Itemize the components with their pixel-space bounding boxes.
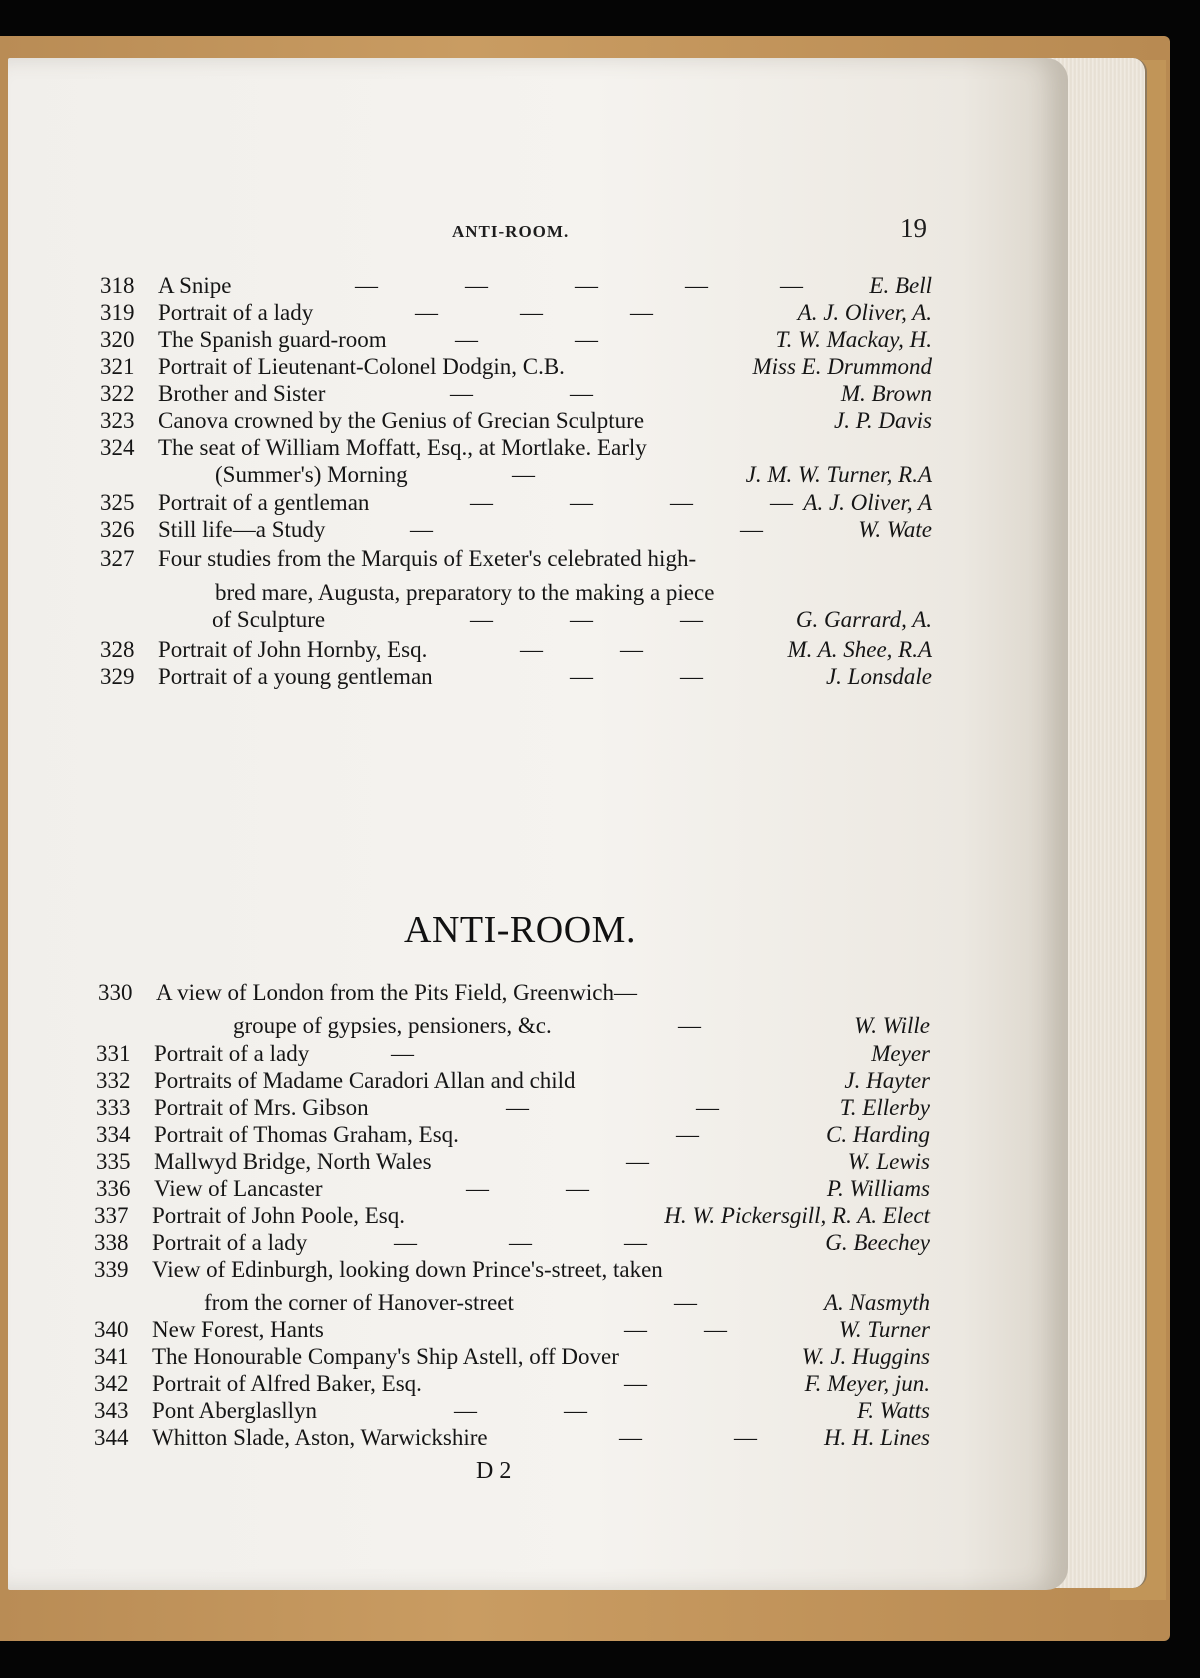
entry-artist: J. P. Davis <box>834 408 932 433</box>
entry-title: Portrait of John Hornby, Esq. <box>158 637 428 662</box>
entry-artist: J. Lonsdale <box>825 664 932 689</box>
dash: — <box>570 381 595 406</box>
catalogue-entry <box>94 1202 930 1229</box>
entry-number: 333 <box>96 1095 131 1120</box>
dash: — <box>466 1176 491 1201</box>
entry-title: Portrait of a lady <box>154 1041 310 1066</box>
dash: — <box>685 273 710 298</box>
entry-number: 344 <box>94 1425 129 1450</box>
entry-title: The Spanish guard-room <box>158 327 387 352</box>
dash: — <box>391 1041 416 1066</box>
catalogue-entry <box>96 1175 930 1202</box>
entry-artist: J. M. W. Turner, R.A <box>745 462 932 487</box>
entry-title: Portraits of Madame Caradori Allan and child <box>154 1068 576 1093</box>
entry-number: 321 <box>100 354 135 379</box>
entry-title: View of Edinburgh, looking down Prince's-street, taken <box>152 1257 663 1282</box>
dash: — <box>704 1317 729 1342</box>
dash: — <box>564 1398 589 1423</box>
entry-title-continuation: of Sculpture <box>212 607 326 632</box>
entry-number: 338 <box>94 1230 129 1255</box>
dash: — <box>506 1095 531 1120</box>
entry-number: 325 <box>100 490 135 515</box>
catalogue-entry <box>96 1040 930 1067</box>
dash: — <box>624 1371 649 1396</box>
dash: — <box>570 490 595 515</box>
dash: — <box>566 1176 591 1201</box>
dash: — <box>570 664 595 689</box>
page-number: 19 <box>900 213 927 243</box>
entry-artist: H. H. Lines <box>823 1425 930 1450</box>
entry-number: 335 <box>96 1149 131 1174</box>
entry-title: Four studies from the Marquis of Exeter's celebrated high- <box>158 546 697 571</box>
dash: — <box>454 1398 479 1423</box>
entry-number: 331 <box>96 1041 131 1066</box>
dash: — <box>630 300 655 325</box>
entry-title: Canova crowned by the Genius of Grecian Sculpture <box>158 408 645 433</box>
catalogue-entry <box>100 636 932 663</box>
entry-title: Still life—a Study <box>158 517 326 542</box>
entry-title: The seat of William Moffatt, Esq., at Mortlake. Early <box>158 435 647 460</box>
dash: — <box>450 381 475 406</box>
entry-number: 332 <box>96 1068 131 1093</box>
dash: — <box>520 637 545 662</box>
entry-artist: P. Williams <box>826 1176 930 1201</box>
entry-number: 319 <box>100 300 135 325</box>
entry-title-continuation: (Summer's) Morning <box>215 462 408 487</box>
entry-artist: M. A. Shee, R.A <box>787 637 932 662</box>
entry-artist: Meyer <box>871 1041 930 1066</box>
entry-title: Portrait of John Poole, Esq. <box>152 1203 405 1228</box>
entry-number: 318 <box>100 273 135 298</box>
catalogue-entry <box>96 1067 930 1094</box>
entry-artist: A. J. Oliver, A <box>803 490 932 515</box>
entry-artist: E. Bell <box>869 273 932 298</box>
entry-number: 323 <box>100 408 135 433</box>
entry-title: Portrait of Lieutenant-Colonel Dodgin, C.B. <box>158 354 565 379</box>
catalogue-entry <box>94 1424 930 1451</box>
entry-title: Whitton Slade, Aston, Warwickshire <box>152 1425 488 1450</box>
entry-number: 337 <box>94 1203 129 1228</box>
dash: — <box>520 300 545 325</box>
entry-number: 342 <box>94 1371 129 1396</box>
entry-number: 341 <box>94 1344 129 1369</box>
entry-title-continuation: groupe of gypsies, pensioners, &c. <box>233 1013 552 1038</box>
running-head: ANTI-ROOM. <box>452 222 570 241</box>
entry-title: Portrait of a lady <box>158 300 314 325</box>
dash: — <box>626 1149 651 1174</box>
entry-artist: M. Brown <box>840 381 932 406</box>
entry-title: Brother and Sister <box>158 381 326 406</box>
entry-title: View of Lancaster <box>154 1176 323 1201</box>
entry-artist: F. Meyer, jun. <box>804 1371 930 1396</box>
catalogue-entry <box>96 1148 930 1175</box>
catalogue-entry <box>100 663 932 690</box>
entry-number: 339 <box>94 1257 129 1282</box>
entry-artist: A. Nasmyth <box>823 1290 930 1315</box>
signature-mark: D 2 <box>476 1458 512 1484</box>
catalogue-entry <box>96 1121 930 1148</box>
entry-title: Portrait of Alfred Baker, Esq. <box>152 1371 422 1396</box>
dash: — <box>415 300 440 325</box>
entry-artist: W. Turner <box>838 1317 930 1342</box>
catalogue-entry <box>100 380 932 407</box>
catalogue-entry-continuation <box>100 579 932 606</box>
dash: — <box>570 607 595 632</box>
entry-number: 320 <box>100 327 135 352</box>
dash: — <box>780 273 805 298</box>
dash: — <box>470 607 495 632</box>
entry-number: 324 <box>100 435 135 460</box>
entry-title: Mallwyd Bridge, North Wales <box>154 1149 432 1174</box>
entry-title: A Snipe <box>158 273 232 298</box>
catalogue-entry <box>94 1370 930 1397</box>
catalogue-entry <box>94 1256 930 1283</box>
entry-number: 343 <box>94 1398 129 1423</box>
entry-artist: A. J. Oliver, A. <box>797 300 932 325</box>
catalogue-entry <box>94 1343 930 1370</box>
dash: — <box>674 1290 699 1315</box>
entry-title: Portrait of Thomas Graham, Esq. <box>154 1122 459 1147</box>
catalogue-entry <box>100 434 932 461</box>
entry-title: The Honourable Company's Ship Astell, off Dover <box>152 1344 619 1369</box>
catalogue-entry <box>98 979 930 1006</box>
dash: — <box>734 1425 759 1450</box>
dash: — <box>620 637 645 662</box>
dash: — <box>355 273 380 298</box>
dash: — <box>465 273 490 298</box>
catalogue-entry <box>100 272 932 299</box>
catalogue-entry <box>100 299 932 326</box>
entry-artist: T. W. Mackay, H. <box>775 327 932 352</box>
section-heading: ANTI-ROOM. <box>404 909 636 951</box>
entry-title-continuation: bred mare, Augusta, preparatory to the making a piece <box>215 580 715 605</box>
dash: — <box>624 1317 649 1342</box>
entry-artist: T. Ellerby <box>839 1095 930 1120</box>
entry-artist: W. Wille <box>854 1013 930 1038</box>
catalogue-entry <box>94 1229 930 1256</box>
dash: — <box>624 1230 649 1255</box>
entry-title: Portrait of Mrs. Gibson <box>154 1095 369 1120</box>
dash: — <box>680 664 705 689</box>
dash: — <box>770 490 795 515</box>
catalogue-entry <box>100 407 932 434</box>
dash: — <box>575 273 600 298</box>
entry-title: Pont Aberglasllyn <box>152 1398 318 1423</box>
entry-artist: H. W. Pickersgill, R. A. Elect <box>664 1203 930 1228</box>
dash: — <box>740 517 765 542</box>
catalogue-entry <box>100 326 932 353</box>
dash: — <box>394 1230 419 1255</box>
entry-number: 334 <box>96 1122 131 1147</box>
catalogue-entry <box>100 489 932 516</box>
catalogue-entry-continuation <box>100 606 932 633</box>
dash: — <box>509 1230 534 1255</box>
entry-artist: W. J. Huggins <box>801 1344 930 1369</box>
entry-title: Portrait of a young gentleman <box>158 664 433 689</box>
catalogue-entry-continuation <box>98 1012 930 1039</box>
entry-artist: G. Beechey <box>825 1230 930 1255</box>
entry-number: 328 <box>100 637 135 662</box>
entry-artist: C. Harding <box>826 1122 930 1147</box>
entry-artist: Miss E. Drummond <box>752 354 932 379</box>
entry-title: A view of London from the Pits Field, Greenwich— <box>156 980 638 1005</box>
entry-artist: W. Wate <box>858 517 932 542</box>
dash: — <box>455 327 480 352</box>
catalogue-entry <box>100 353 932 380</box>
dash: — <box>678 1013 703 1038</box>
dash: — <box>410 517 435 542</box>
entry-number: 340 <box>94 1317 129 1342</box>
entry-title: New Forest, Hants <box>152 1317 324 1342</box>
entry-artist: G. Garrard, A. <box>795 607 932 632</box>
entry-artist: J. Hayter <box>844 1068 930 1093</box>
dash: — <box>676 1122 701 1147</box>
dash: — <box>670 490 695 515</box>
catalogue-entry <box>94 1397 930 1424</box>
entry-title: Portrait of a gentleman <box>158 490 370 515</box>
catalogue-entry <box>96 1094 930 1121</box>
dash: — <box>680 607 705 632</box>
dash: — <box>470 490 495 515</box>
entry-artist: F. Watts <box>857 1398 930 1423</box>
entry-number: 330 <box>98 980 133 1005</box>
entry-number: 327 <box>100 546 135 571</box>
dash: — <box>696 1095 721 1120</box>
dash: — <box>575 327 600 352</box>
dash: — <box>512 462 537 487</box>
entry-artist: W. Lewis <box>847 1149 930 1174</box>
entry-title: Portrait of a lady <box>152 1230 308 1255</box>
catalogue-entry <box>100 545 932 572</box>
entry-number: 329 <box>100 664 135 689</box>
dash: — <box>619 1425 644 1450</box>
catalogue-entry-continuation <box>100 461 932 488</box>
entry-number: 336 <box>96 1176 131 1201</box>
entry-number: 326 <box>100 517 135 542</box>
catalogue-entry <box>94 1316 930 1343</box>
entry-title-continuation: from the corner of Hanover-street <box>204 1290 514 1315</box>
catalogue-entry <box>100 516 932 543</box>
catalogue-entry-continuation <box>94 1289 930 1316</box>
entry-number: 322 <box>100 381 135 406</box>
